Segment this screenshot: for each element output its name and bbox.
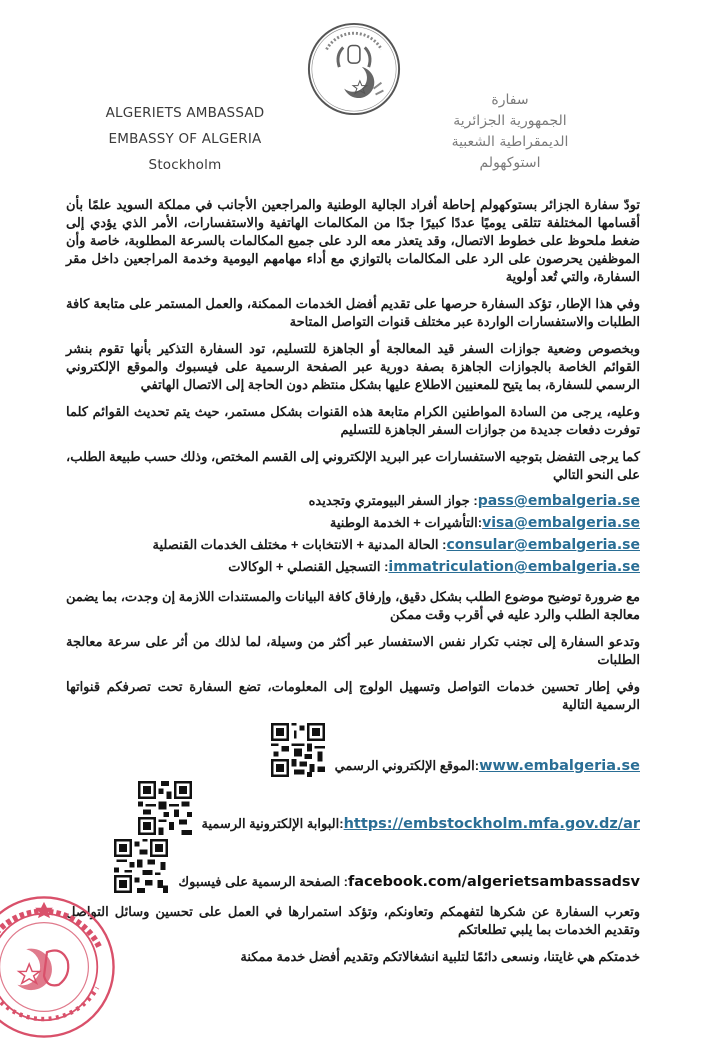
paragraph-passports: وبخصوص وضعية جوازات السفر قيد المعالجة أو الجاهزة للتسليم، تود السفارة التذكير بأنها تقوم بنشر القوائم الخاصة بالجوازات الجاهزة بصفة دورية عبر الصفحة الرسمية على فيسبوك والموقع الإلكتروني الرسمي للسفارة، بما يتيح للمعنيين الاطلاع عليها بشكل منتظم دون الحاجة إلى الاتصال الهاتفي [66, 341, 640, 392]
paragraph-closing: خدمتكم هي غايتنا، ونسعى دائمًا لتلبية انشغالاتكم وتقديم أفضل خدمة ممكنة [240, 949, 640, 964]
contact-list [66, 490, 640, 578]
algeria-emblem-icon [305, 20, 403, 118]
paragraph-thanks: وتعرب السفارة عن شكرها لتفهمكم وتعاونكم، وتؤكد استمرارها في العمل على تحسين وسائل التواصل وتقديم الخدمات بما يلبي تطلعاتكم [66, 904, 640, 937]
channel-description: :البوابة الإلكترونية الرسمية [201, 816, 344, 831]
email-link-pass[interactable]: pass@embalgeria.se [477, 493, 640, 509]
paragraph-framework: وفي هذا الإطار، تؤكد السفارة حرصها على تقديم أفضل الخدمات الممكنة، والعمل المستمر على متابعة كافة الطلبات والاستفسارات الواردة عبر مختلف قنوات التواصل المتاحة [66, 296, 640, 329]
channel-facebook [66, 839, 640, 893]
letterhead-line-swedish: ALGERIETS AMBASSAD [105, 105, 265, 121]
letter-body [66, 196, 640, 975]
contact-description: : جواز السفر البيومتري وتجديده [308, 493, 478, 508]
english-letterhead [95, 100, 275, 178]
email-link-immatriculation[interactable]: immatriculation@embalgeria.se [388, 559, 640, 575]
arabic-letterhead [430, 90, 590, 174]
email-link-visa[interactable]: visa@embalgeria.se [482, 515, 640, 531]
facebook-link[interactable]: facebook.com/algerietsambassadsv [348, 874, 640, 890]
website-link[interactable]: www.embalgeria.se [479, 758, 640, 774]
paragraph-intro: تودّ سفارة الجزائر بستوكهولم إحاطة أفراد الجالية الوطنية والمراجعين الأجانب في مملكة السويد علمًا بأن أقسامها المختلفة تتلقى يوميًا عددًا كبيرًا جدًا من المكالمات الهاتفية والاستفسارات، الأمر الذي يؤدي إلى ضغط ملحوظ على خطوط الاتصال، وقد يتعذر معه الرد على جميع المكالمات بالسرعة المطلوبة، خاصة وأن الموظفين يحرصون على الرد على المكالمات بالتوازي مع أداء مهامهم اليومية وخدمة المراجعين داخل مقر السفارة، والتي تُعد أولوية [66, 197, 640, 284]
letterhead-line-city: Stockholm [148, 157, 222, 173]
paragraph-email-intro: كما يرجى التفضل بتوجيه الاستفسارات عبر البريد الإلكتروني إلى القسم المختص، وذلك حسب طبيعة الطلب، على النحو التالي [66, 449, 640, 482]
ar-letterhead-line-2: الجمهورية الجزائرية [453, 113, 567, 129]
qr-code-icon[interactable] [271, 723, 325, 777]
contact-description: :التأشيرات + الخدمة الوطنية [329, 515, 483, 530]
channel-description: : الصفحة الرسمية على فيسبوك [178, 874, 348, 889]
contact-description: : التسجيل القنصلي + الوكالات [228, 559, 389, 574]
contact-immatriculation [66, 556, 640, 578]
qr-code-icon[interactable] [114, 839, 168, 893]
ar-letterhead-line-4: استوكهولم [479, 155, 541, 171]
contact-pass [66, 490, 640, 512]
ar-letterhead-line-1: سفارة [491, 92, 529, 108]
channel-website [66, 723, 640, 777]
portal-link[interactable]: https://embstockholm.mfa.gov.dz/ar [343, 816, 640, 832]
channel-description: :الموقع الإلكتروني الرسمي [334, 758, 480, 773]
qr-code-icon[interactable] [138, 781, 192, 835]
letterhead-line-english: EMBASSY OF ALGERIA [108, 131, 262, 147]
channel-portal [66, 781, 640, 835]
contact-visa [66, 512, 640, 534]
paragraph-official-channels: وفي إطار تحسين خدمات التواصل وتسهيل الولوج إلى المعلومات، تضع السفارة تحت تصرفكم قنواتها الرسمية التالية [66, 679, 640, 712]
paragraph-clarify-request: مع ضرورة توضيح موضوع الطلب بشكل دقيق، وإرفاق كافة البيانات والمستندات اللازمة إن وجدت، بما يضمن معالجة الطلب والرد عليه في أقرب وقت ممكن [66, 589, 640, 622]
email-link-consular[interactable]: consular@embalgeria.se [446, 537, 640, 553]
paragraph-follow-channels: وعليه، يرجى من السادة المواطنين الكرام متابعة هذه القنوات بشكل مستمر، حيث يتم تحديث القوائم كلما توفرت دفعات جديدة من جوازات السفر الجاهزة للتسليم [66, 404, 640, 437]
contact-consular [66, 534, 640, 556]
contact-description: : الحالة المدنية + الانتخابات + مختلف الخدمات القنصلية [152, 537, 447, 552]
paragraph-avoid-duplicates: وتدعو السفارة إلى تجنب تكرار نفس الاستفسار عبر أكثر من وسيلة، لما لذلك من أثر على سرعة معالجة الطلبات [66, 634, 640, 667]
ar-letterhead-line-3: الديمقراطية الشعبية [451, 134, 569, 150]
